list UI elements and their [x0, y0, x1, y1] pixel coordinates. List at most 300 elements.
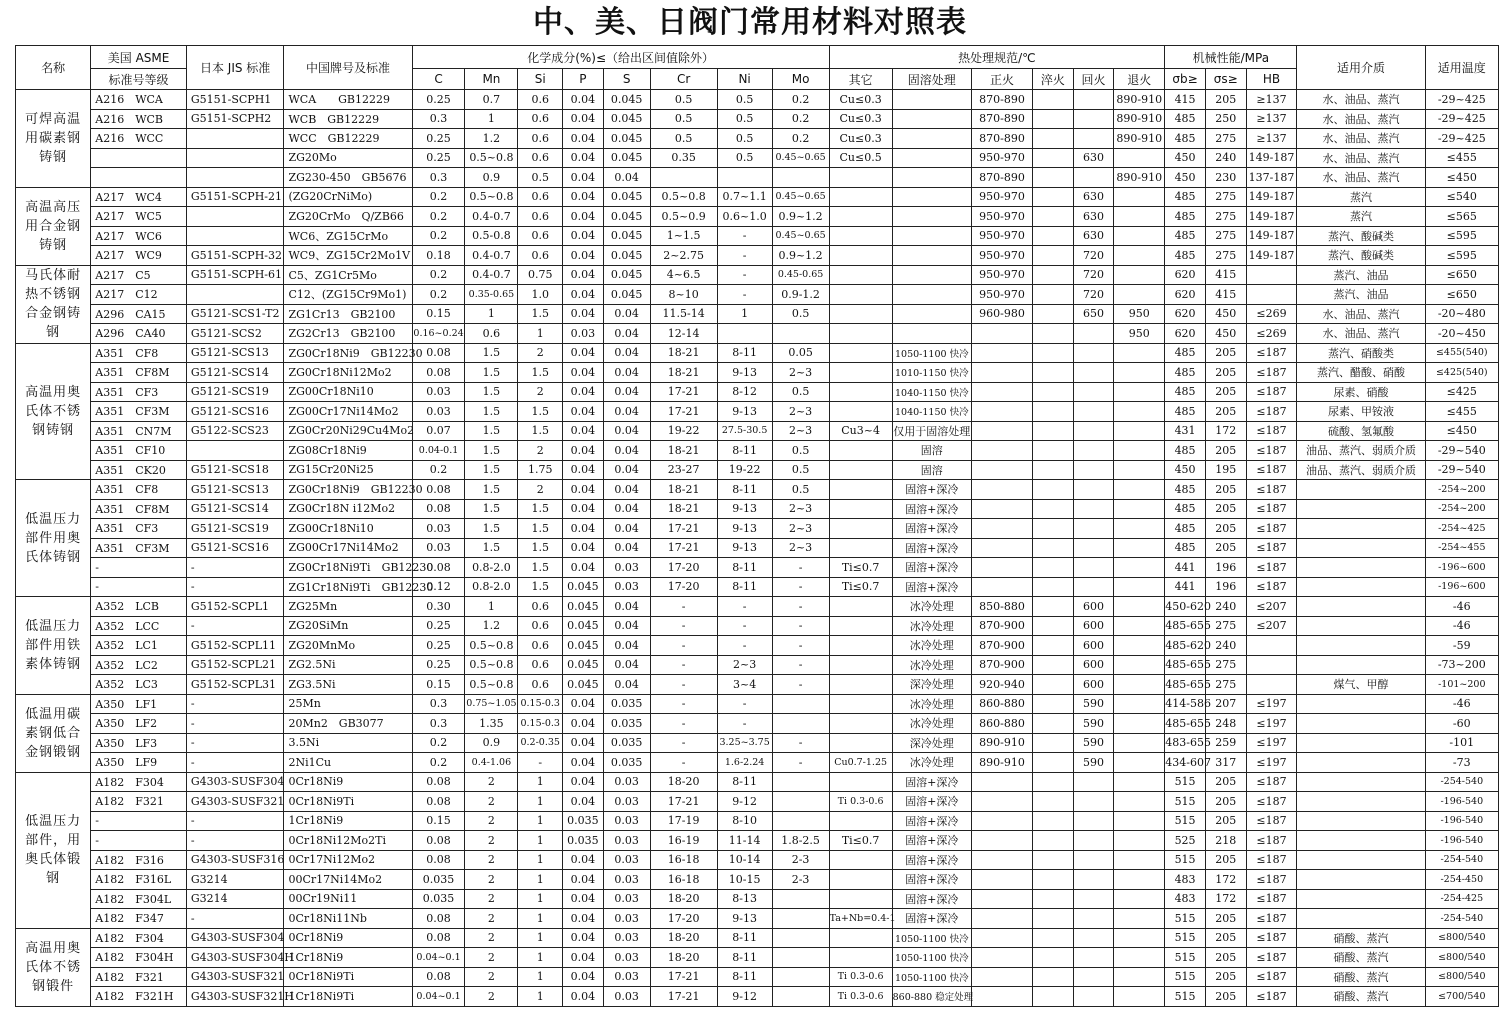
table-cell: 870-890 — [971, 109, 1032, 129]
table-cell: 水、油品、蒸汽 — [1297, 148, 1425, 168]
table-cell: 600 — [1073, 675, 1114, 695]
table-cell: 8~10 — [650, 285, 717, 305]
table-cell: ≤700/540 — [1425, 987, 1498, 1007]
table-cell — [717, 168, 772, 188]
table-cell: 1040-1150 快冷 — [892, 382, 971, 402]
table-cell — [829, 811, 892, 831]
header-chem-col: P — [563, 69, 604, 90]
table-cell: 2~2.75 — [650, 246, 717, 266]
table-cell — [1114, 987, 1165, 1007]
table-cell — [1297, 499, 1425, 519]
table-cell: 0.04 — [563, 207, 604, 227]
table-cell — [971, 987, 1032, 1007]
table-cell: 275 — [1205, 675, 1246, 695]
table-cell: 870-900 — [971, 655, 1032, 675]
table-cell: A350 LF1 — [91, 694, 187, 714]
table-cell: 0.04 — [603, 441, 650, 461]
table-cell: G5151-SCPH1 — [186, 90, 284, 110]
table-cell: 固溶+深冷 — [892, 558, 971, 578]
table-cell: G5121-SCS16 — [186, 538, 284, 558]
table-cell: 515 — [1165, 792, 1206, 812]
table-cell: 0.5 — [717, 148, 772, 168]
table-cell: ≤187 — [1246, 870, 1297, 890]
table-cell: C5、ZG1Cr5Mo — [284, 265, 412, 285]
table-cell: 515 — [1165, 948, 1206, 968]
table-cell: 590 — [1073, 694, 1114, 714]
table-cell: G5121-SCS18 — [186, 460, 284, 480]
table-cell: 1 — [518, 772, 563, 792]
table-cell — [829, 636, 892, 656]
table-cell — [1032, 402, 1073, 422]
table-cell — [829, 226, 892, 246]
table-cell: - — [650, 597, 717, 617]
table-cell: 0.04 — [563, 460, 604, 480]
table-cell: 0.04 — [563, 870, 604, 890]
table-cell: 441 — [1165, 577, 1206, 597]
table-cell: - — [717, 265, 772, 285]
table-cell: ≤187 — [1246, 909, 1297, 929]
table-cell: A351 CF8 — [91, 480, 187, 500]
table-cell: 1.5 — [518, 421, 563, 441]
table-cell: 485 — [1165, 226, 1206, 246]
table-cell: 0.035 — [603, 753, 650, 773]
table-cell — [1032, 597, 1073, 617]
header-chem: 化学成分(%)≤（给出区间值除外） — [412, 46, 829, 69]
table-cell: 485 — [1165, 480, 1206, 500]
table-cell: 0.03 — [603, 889, 650, 909]
table-cell — [1032, 480, 1073, 500]
table-cell: 205 — [1205, 850, 1246, 870]
table-cell: 0.04 — [563, 187, 604, 207]
table-cell: 450-620 — [1165, 597, 1206, 617]
header-chem-col: S — [603, 69, 650, 90]
table-cell — [1032, 675, 1073, 695]
table-cell: 0.9 — [465, 733, 518, 753]
table-cell: 0.035 — [412, 889, 465, 909]
table-cell: 18-21 — [650, 441, 717, 461]
table-row — [16, 129, 1499, 149]
table-cell: G5151-SCPH2 — [186, 109, 284, 129]
table-cell: 0.5 — [772, 382, 829, 402]
table-cell — [1073, 480, 1114, 500]
table-cell: - — [91, 558, 187, 578]
table-cell — [971, 948, 1032, 968]
table-cell: 8-11 — [717, 772, 772, 792]
table-cell: -73~200 — [1425, 655, 1498, 675]
table-row — [16, 655, 1499, 675]
table-cell — [829, 460, 892, 480]
table-cell: A182 F347 — [91, 909, 187, 929]
table-row — [16, 967, 1499, 987]
table-cell: 205 — [1205, 538, 1246, 558]
table-cell — [1073, 402, 1114, 422]
table-cell: 0.045 — [603, 187, 650, 207]
table-cell: Cu3~4 — [829, 421, 892, 441]
table-cell: 0.04~0.1 — [412, 948, 465, 968]
table-cell: 0.2 — [412, 753, 465, 773]
table-cell: 1050-1100 快冷 — [892, 343, 971, 363]
table-cell: 18-21 — [650, 363, 717, 383]
table-cell: 205 — [1205, 967, 1246, 987]
table-cell: 0.25 — [412, 148, 465, 168]
table-row — [16, 402, 1499, 422]
table-cell: 485 — [1165, 402, 1206, 422]
table-cell — [1032, 187, 1073, 207]
table-cell: 0.08 — [412, 831, 465, 851]
table-cell: ZG0Cr18Ni9 GB12230 — [284, 480, 412, 500]
table-cell: -29~540 — [1425, 441, 1498, 461]
table-cell: A351 CF10 — [91, 441, 187, 461]
table-cell: 450 — [1205, 324, 1246, 344]
table-cell — [1073, 850, 1114, 870]
table-cell — [892, 148, 971, 168]
table-cell: 0.045 — [603, 285, 650, 305]
table-cell — [971, 909, 1032, 929]
table-cell: 深冷处理 — [892, 733, 971, 753]
table-row — [16, 538, 1499, 558]
table-cell: 2 — [465, 948, 518, 968]
table-cell: 0.5 — [772, 480, 829, 500]
table-cell: 0.04 — [563, 402, 604, 422]
table-cell: - — [717, 636, 772, 656]
table-cell: 0.04 — [603, 480, 650, 500]
table-cell: G5151-SCPH-61 — [186, 265, 284, 285]
table-cell: 0.04 — [563, 441, 604, 461]
table-cell: 485 — [1165, 519, 1206, 539]
table-cell: 0.9~1.2 — [772, 246, 829, 266]
table-cell: 水、油品、蒸汽 — [1297, 129, 1425, 149]
table-cell: 0.03 — [603, 772, 650, 792]
table-cell — [892, 265, 971, 285]
table-cell — [1032, 909, 1073, 929]
table-cell — [1073, 460, 1114, 480]
table-cell — [1246, 285, 1297, 305]
table-cell: 0.035 — [412, 870, 465, 890]
table-row — [16, 928, 1499, 948]
table-cell: 固溶+深冷 — [892, 889, 971, 909]
table-cell: 冰冷处理 — [892, 714, 971, 734]
table-cell: - — [186, 831, 284, 851]
table-cell — [1114, 441, 1165, 461]
header-chem-col: Mn — [465, 69, 518, 90]
table-cell: 9-13 — [717, 909, 772, 929]
table-cell — [1032, 831, 1073, 851]
table-cell: 固溶 — [892, 441, 971, 461]
table-cell: 720 — [1073, 246, 1114, 266]
table-cell — [829, 870, 892, 890]
table-cell: 0.3 — [412, 714, 465, 734]
table-cell — [1114, 499, 1165, 519]
table-cell — [1297, 655, 1425, 675]
table-cell — [1032, 148, 1073, 168]
table-cell: 0.5 — [772, 304, 829, 324]
table-cell: - — [717, 616, 772, 636]
table-cell: 蒸汽、油品 — [1297, 265, 1425, 285]
table-cell: 0.04 — [563, 889, 604, 909]
table-cell: 2~3 — [772, 363, 829, 383]
table-cell: 441 — [1165, 558, 1206, 578]
table-cell: 0.04~0.1 — [412, 987, 465, 1007]
table-cell: A351 CK20 — [91, 460, 187, 480]
table-cell: 2Ni1Cu — [284, 753, 412, 773]
table-cell: G4303-SUSF316 — [186, 850, 284, 870]
table-cell: 860-880 — [971, 694, 1032, 714]
table-cell: 17-20 — [650, 577, 717, 597]
table-cell: G3214 — [186, 870, 284, 890]
table-cell: 0.4-1.06 — [465, 753, 518, 773]
table-cell: 8-11 — [717, 480, 772, 500]
table-cell: 630 — [1073, 226, 1114, 246]
table-cell: - — [772, 597, 829, 617]
table-cell — [971, 363, 1032, 383]
table-cell: 172 — [1205, 870, 1246, 890]
table-cell: ≥137 — [1246, 129, 1297, 149]
table-cell — [829, 304, 892, 324]
table-cell — [1114, 343, 1165, 363]
table-row — [16, 987, 1499, 1007]
table-cell — [1114, 382, 1165, 402]
table-cell: 0Cr18Ni9Ti — [284, 792, 412, 812]
table-cell: ZG20CrMo Q/ZB66 — [284, 207, 412, 227]
table-cell — [1297, 538, 1425, 558]
table-cell: 17-21 — [650, 519, 717, 539]
table-cell: 1.5 — [518, 363, 563, 383]
table-cell: 0.04 — [603, 597, 650, 617]
table-cell: 冰冷处理 — [892, 616, 971, 636]
table-cell — [1032, 889, 1073, 909]
table-cell: 205 — [1205, 382, 1246, 402]
table-cell: 17-21 — [650, 382, 717, 402]
table-cell — [1032, 421, 1073, 441]
table-cell: A352 LC1 — [91, 636, 187, 656]
table-cell: ≤187 — [1246, 948, 1297, 968]
table-cell — [1114, 909, 1165, 929]
table-cell: 0.6 — [518, 207, 563, 227]
header-medium: 适用介质 — [1297, 46, 1425, 90]
table-cell — [1032, 499, 1073, 519]
table-cell: 149-187 — [1246, 226, 1297, 246]
table-cell: 0.25 — [412, 129, 465, 149]
table-cell: 0.03 — [412, 519, 465, 539]
table-cell: 2 — [518, 480, 563, 500]
table-cell — [1114, 187, 1165, 207]
table-cell: Ta+Nb=0.4-1 — [829, 909, 892, 929]
table-cell: 0.6 — [518, 636, 563, 656]
table-cell: -46 — [1425, 597, 1498, 617]
table-cell: 0.15 — [412, 811, 465, 831]
table-cell: - — [650, 733, 717, 753]
table-cell: 硝酸、蒸汽 — [1297, 967, 1425, 987]
table-cell: 0.5 — [717, 129, 772, 149]
table-cell: 600 — [1073, 655, 1114, 675]
table-cell: 0.04 — [563, 909, 604, 929]
table-cell: 431 — [1165, 421, 1206, 441]
table-cell: 870-890 — [971, 168, 1032, 188]
table-cell — [1114, 480, 1165, 500]
table-cell: 0.6 — [518, 655, 563, 675]
table-cell: 0.16~0.24 — [412, 324, 465, 344]
table-cell: 0.045 — [563, 655, 604, 675]
table-cell: 0.04 — [563, 772, 604, 792]
table-cell — [892, 168, 971, 188]
table-cell: ≤187 — [1246, 402, 1297, 422]
table-cell: 23-27 — [650, 460, 717, 480]
table-cell: 0.04 — [563, 987, 604, 1007]
table-cell: G5121-SCS19 — [186, 519, 284, 539]
table-cell — [1032, 90, 1073, 110]
table-cell: 2 — [465, 967, 518, 987]
table-cell: 950-970 — [971, 207, 1032, 227]
table-cell: 0.75~1.05 — [465, 694, 518, 714]
table-cell: ≤197 — [1246, 694, 1297, 714]
table-cell — [829, 772, 892, 792]
table-cell: - — [650, 675, 717, 695]
table-cell: 0.04 — [563, 714, 604, 734]
table-body — [16, 90, 1499, 1007]
table-cell: 620 — [1165, 285, 1206, 305]
table-cell: -254-450 — [1425, 870, 1498, 890]
table-cell: ≤187 — [1246, 987, 1297, 1007]
table-cell: 2~3 — [717, 655, 772, 675]
table-cell: 195 — [1205, 460, 1246, 480]
table-cell: 950-970 — [971, 246, 1032, 266]
table-cell: - — [91, 577, 187, 597]
table-cell: 860-880 — [971, 714, 1032, 734]
table-cell: 1Cr18Ni9 — [284, 948, 412, 968]
table-row — [16, 421, 1499, 441]
table-cell — [1297, 480, 1425, 500]
table-cell: 0.035 — [603, 733, 650, 753]
table-cell — [1073, 558, 1114, 578]
table-cell: 230 — [1205, 168, 1246, 188]
table-cell: -46 — [1425, 694, 1498, 714]
table-cell: 0.04 — [603, 460, 650, 480]
table-cell: -73 — [1425, 753, 1498, 773]
table-cell: A216 WCC — [91, 129, 187, 149]
table-cell — [186, 441, 284, 461]
table-cell: - — [650, 753, 717, 773]
table-row — [16, 148, 1499, 168]
table-cell: -254-540 — [1425, 850, 1498, 870]
header-name: 名称 — [16, 46, 91, 90]
table-row — [16, 558, 1499, 578]
table-cell: 0.15 — [412, 675, 465, 695]
table-cell: 0.5~0.9 — [650, 207, 717, 227]
table-cell: 0.08 — [412, 363, 465, 383]
table-cell: 1.2 — [465, 129, 518, 149]
table-cell — [829, 343, 892, 363]
table-cell — [1032, 733, 1073, 753]
table-cell: 525 — [1165, 831, 1206, 851]
table-cell: A351 CF3 — [91, 519, 187, 539]
table-row — [16, 577, 1499, 597]
table-cell — [892, 324, 971, 344]
table-cell: ZG1Cr18Ni9Ti GB12230 — [284, 577, 412, 597]
table-cell: 1 — [518, 889, 563, 909]
table-cell: 硝酸、蒸汽 — [1297, 928, 1425, 948]
table-cell: 0.6 — [518, 148, 563, 168]
table-cell: ZG00Cr18Ni10 — [284, 382, 412, 402]
table-cell: 固溶+深冷 — [892, 499, 971, 519]
table-cell: 196 — [1205, 577, 1246, 597]
table-cell: 0.03 — [603, 831, 650, 851]
table-cell: 18-21 — [650, 480, 717, 500]
table-cell: A351 CF8M — [91, 363, 187, 383]
table-cell: 0.045 — [563, 597, 604, 617]
table-cell: 0.4-0.7 — [465, 246, 518, 266]
table-cell: A216 WCA — [91, 90, 187, 110]
table-cell: 0.45-0.65 — [772, 265, 829, 285]
table-row — [16, 733, 1499, 753]
table-cell: ZG0Cr20Ni29Cu4Mo2 — [284, 421, 412, 441]
table-cell: 2~3 — [772, 538, 829, 558]
table-cell: ZG0Cr18N i12Mo2 — [284, 499, 412, 519]
table-row — [16, 246, 1499, 266]
table-cell: Cu≤0.5 — [829, 148, 892, 168]
group-name: 马氏体耐热不锈钢合金钢铸钢 — [16, 265, 91, 343]
table-cell: 固溶+深冷 — [892, 538, 971, 558]
table-cell — [829, 733, 892, 753]
table-cell: ≥137 — [1246, 109, 1297, 129]
table-cell — [892, 285, 971, 305]
table-cell: A217 WC6 — [91, 226, 187, 246]
table-cell: -101~200 — [1425, 675, 1498, 695]
table-cell: 0.04 — [563, 363, 604, 383]
table-cell: Ti 0.3-0.6 — [829, 792, 892, 812]
table-cell: 275 — [1205, 655, 1246, 675]
table-cell: 0.035 — [603, 714, 650, 734]
table-row — [16, 889, 1499, 909]
table-cell: 0Cr17Ni12Mo2 — [284, 850, 412, 870]
table-cell — [1073, 382, 1114, 402]
table-cell: 890-910 — [1114, 129, 1165, 149]
table-cell: ≤187 — [1246, 460, 1297, 480]
table-cell: 0.6 — [518, 90, 563, 110]
table-row — [16, 382, 1499, 402]
table-cell: ≤540 — [1425, 187, 1498, 207]
table-row — [16, 168, 1499, 188]
table-cell: ≤800/540 — [1425, 967, 1498, 987]
table-cell — [829, 694, 892, 714]
table-cell: 0.035 — [563, 831, 604, 851]
table-cell: -196-540 — [1425, 831, 1498, 851]
table-cell: 0.045 — [603, 265, 650, 285]
group-name: 低温压力部件用铁素体铸钢 — [16, 597, 91, 695]
table-cell: 0.04 — [603, 616, 650, 636]
table-cell: G4303-SUSF304H — [186, 948, 284, 968]
table-cell — [1073, 538, 1114, 558]
table-cell — [1297, 694, 1425, 714]
table-cell: 1050-1100 快冷 — [892, 948, 971, 968]
table-cell — [829, 889, 892, 909]
table-cell: 0.03 — [603, 850, 650, 870]
table-cell: 10-14 — [717, 850, 772, 870]
table-cell: ≤425 — [1425, 382, 1498, 402]
table-cell: 0.035 — [563, 811, 604, 831]
table-cell — [772, 928, 829, 948]
table-cell: 0.04 — [563, 850, 604, 870]
table-cell: 205 — [1205, 928, 1246, 948]
table-cell: 890-910 — [971, 753, 1032, 773]
table-cell: 0.08 — [412, 558, 465, 578]
table-cell: 0.15-0.3 — [518, 694, 563, 714]
table-cell — [1297, 558, 1425, 578]
table-cell — [1032, 772, 1073, 792]
table-cell: 硝酸、蒸汽 — [1297, 987, 1425, 1007]
table-cell: 1.5 — [465, 343, 518, 363]
table-cell: G5151-SCPH-21 — [186, 187, 284, 207]
table-cell: 240 — [1205, 597, 1246, 617]
